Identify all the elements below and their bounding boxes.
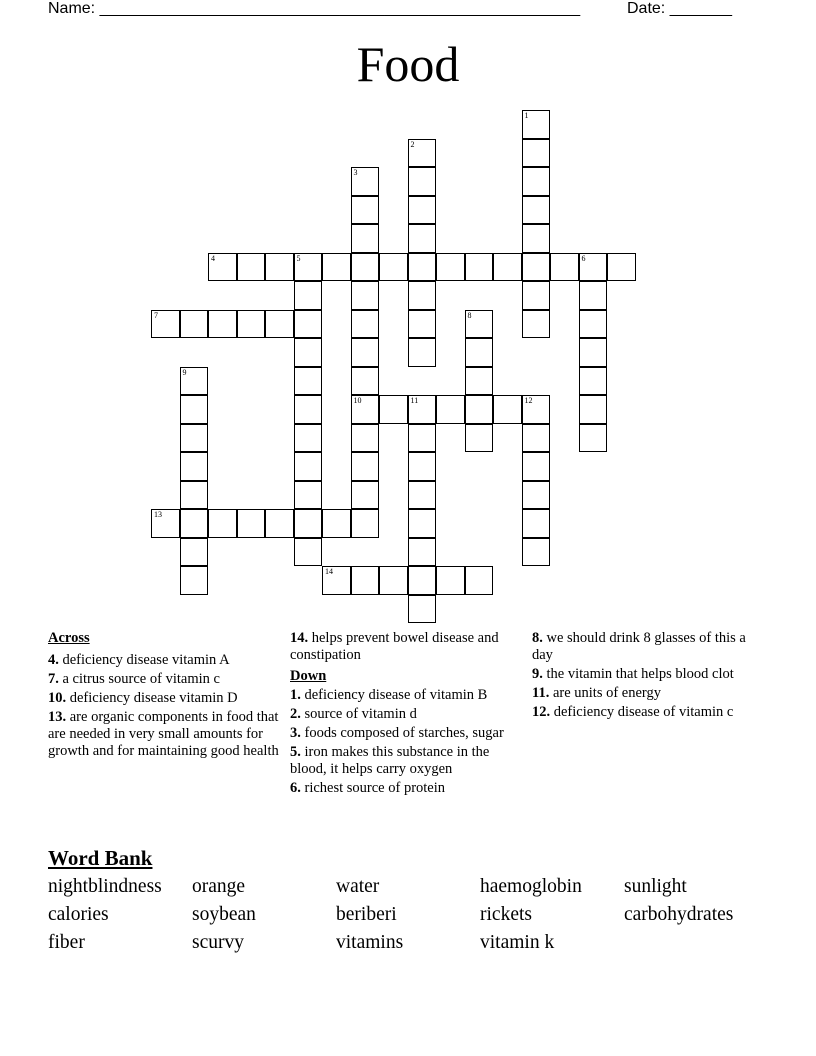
crossword-cell[interactable]	[408, 538, 437, 567]
crossword-cell[interactable]	[408, 310, 437, 339]
down-clue	[532, 666, 764, 683]
word-bank-word: carbohydrates	[624, 904, 734, 925]
crossword-cell[interactable]	[237, 253, 266, 282]
crossword-cell[interactable]	[436, 253, 465, 282]
crossword-cell[interactable]	[208, 310, 237, 339]
crossword-cell[interactable]	[180, 538, 209, 567]
crossword-cell[interactable]	[408, 167, 437, 196]
word-bank-word: soybean	[192, 904, 256, 925]
across-clue	[48, 671, 280, 688]
crossword-cell[interactable]	[436, 566, 465, 595]
crossword-cell[interactable]	[294, 310, 323, 339]
crossword-cell[interactable]	[522, 281, 551, 310]
clue-text: a citrus source of vitamin c	[62, 671, 220, 687]
clue-number-label: 11	[410, 396, 419, 405]
crossword-cell[interactable]	[351, 509, 380, 538]
crossword-cell[interactable]	[351, 338, 380, 367]
clue-number: 14.	[290, 630, 309, 646]
clue-number: 13.	[48, 709, 67, 725]
crossword-cell[interactable]	[180, 566, 209, 595]
word-bank-word: vitamin k	[480, 932, 555, 953]
word-bank-word: beriberi	[336, 904, 397, 925]
clue-column-2	[290, 630, 522, 799]
word-bank-word: rickets	[480, 904, 532, 925]
crossword-cell[interactable]	[579, 424, 608, 453]
clue-number: 4.	[48, 652, 59, 668]
clue-text: source of vitamin d	[304, 706, 417, 722]
clue-number: 6.	[290, 780, 301, 796]
across-clue	[290, 630, 522, 664]
clue-text: deficiency disease vitamin A	[62, 652, 230, 668]
down-clue	[532, 685, 764, 702]
crossword-cell[interactable]	[579, 281, 608, 310]
crossword-cell[interactable]	[522, 253, 551, 282]
crossword-cell[interactable]	[294, 538, 323, 567]
clue-number-label: 5	[296, 253, 301, 263]
crossword-cell[interactable]	[522, 224, 551, 253]
crossword-cell[interactable]	[379, 253, 408, 282]
crossword-cell[interactable]	[465, 338, 494, 367]
clue-number-label: 12	[524, 396, 533, 405]
crossword-cell[interactable]	[351, 253, 380, 282]
clue-number: 8.	[532, 630, 543, 646]
crossword-cell[interactable]	[607, 253, 636, 282]
crossword-cell[interactable]	[408, 196, 437, 225]
crossword-cell[interactable]	[351, 424, 380, 453]
clue-text: richest source of protein	[304, 780, 446, 796]
crossword-cell[interactable]	[408, 566, 437, 595]
clue-number-label: 8	[467, 310, 472, 320]
crossword-cell[interactable]	[351, 395, 380, 424]
crossword-cell[interactable]	[493, 253, 522, 282]
crossword-cell[interactable]	[522, 167, 551, 196]
clue-column-3	[532, 630, 764, 723]
crossword-cell[interactable]	[322, 509, 351, 538]
crossword-cell[interactable]	[465, 253, 494, 282]
crossword-cell[interactable]	[408, 281, 437, 310]
crossword-cell[interactable]	[351, 452, 380, 481]
clue-number-label: 6	[581, 253, 586, 263]
crossword-cell[interactable]	[465, 395, 494, 424]
crossword-cell[interactable]	[180, 424, 209, 453]
clue-number-label: 7	[154, 310, 158, 320]
clue-number: 2.	[290, 706, 301, 722]
crossword-cell[interactable]	[522, 481, 551, 510]
crossword-cell[interactable]	[408, 595, 437, 624]
crossword-cell[interactable]	[294, 509, 323, 538]
crossword-cell[interactable]	[408, 224, 437, 253]
clue-number: 3.	[290, 725, 301, 741]
crossword-cell[interactable]	[180, 452, 209, 481]
crossword-cell[interactable]	[265, 310, 294, 339]
clue-text: are organic components in food that are needed in very small amounts for growth and for maintaining good health	[48, 709, 279, 759]
crossword-cell[interactable]	[465, 310, 494, 339]
crossword-cell[interactable]	[408, 253, 437, 282]
date-field-label: Date: _______	[627, 0, 732, 17]
word-bank-word: water	[336, 876, 380, 897]
crossword-cell[interactable]	[180, 509, 209, 538]
across-heading: Across	[48, 630, 90, 646]
crossword-cell[interactable]	[237, 310, 266, 339]
crossword-cell[interactable]	[351, 310, 380, 339]
down-clue	[532, 704, 764, 721]
across-clue	[48, 652, 280, 669]
across-clue	[48, 709, 280, 760]
clue-number-label: 1	[524, 111, 529, 120]
crossword-cell[interactable]	[151, 310, 180, 339]
clue-number: 5.	[290, 744, 301, 760]
clue-text: iron makes this substance in the blood, it helps carry oxygen	[290, 744, 490, 777]
clue-column-1	[48, 630, 280, 762]
word-bank-word: fiber	[48, 932, 85, 953]
crossword-cell[interactable]	[237, 509, 266, 538]
crossword-cell[interactable]	[208, 253, 237, 282]
clue-number: 9.	[532, 666, 543, 682]
word-bank-word: orange	[192, 876, 246, 897]
crossword-cell[interactable]	[522, 424, 551, 453]
crossword-cell[interactable]	[294, 481, 323, 510]
crossword-cell[interactable]	[522, 310, 551, 339]
crossword-cell[interactable]	[522, 110, 551, 139]
crossword-cell[interactable]	[351, 196, 380, 225]
down-clue	[532, 630, 764, 664]
crossword-cell[interactable]	[522, 395, 551, 424]
crossword-cell[interactable]	[351, 224, 380, 253]
crossword-cell[interactable]	[522, 196, 551, 225]
crossword-cell[interactable]	[180, 367, 209, 396]
crossword-cell[interactable]	[294, 452, 323, 481]
clue-number: 7.	[48, 671, 59, 687]
crossword-cell[interactable]	[465, 566, 494, 595]
crossword-cell[interactable]	[408, 452, 437, 481]
crossword-cell[interactable]	[522, 452, 551, 481]
crossword-cell[interactable]	[208, 509, 237, 538]
crossword-cell[interactable]	[265, 509, 294, 538]
word-bank-title: Word Bank	[48, 846, 153, 870]
clue-number-label: 10	[353, 396, 362, 405]
clue-number-label: 13	[154, 510, 162, 519]
clue-text: foods composed of starches, sugar	[304, 725, 504, 741]
crossword-cell[interactable]	[294, 367, 323, 396]
crossword-cell[interactable]	[579, 395, 608, 424]
crossword-cell[interactable]	[408, 395, 437, 424]
word-bank-word: sunlight	[624, 876, 687, 897]
crossword-cell[interactable]	[436, 395, 465, 424]
crossword-cell[interactable]	[408, 424, 437, 453]
crossword-cell[interactable]	[294, 424, 323, 453]
down-clue	[290, 744, 522, 778]
crossword-cell[interactable]	[408, 338, 437, 367]
down-clue	[290, 725, 522, 742]
crossword-cell[interactable]	[579, 367, 608, 396]
clue-text: we should drink 8 glasses of this a day	[532, 630, 746, 663]
clue-number-label: 4	[211, 253, 215, 263]
crossword-cell[interactable]	[151, 509, 180, 538]
crossword-cell[interactable]	[265, 253, 294, 282]
crossword-cell[interactable]	[322, 566, 351, 595]
crossword-cell[interactable]	[522, 139, 551, 168]
crossword-cell[interactable]	[294, 281, 323, 310]
crossword-cell[interactable]	[465, 424, 494, 453]
clue-number-label: 2	[410, 139, 415, 149]
down-clue	[290, 706, 522, 723]
crossword-cell[interactable]	[322, 253, 351, 282]
crossword-cell[interactable]	[493, 395, 522, 424]
clue-text: helps prevent bowel disease and constipation	[290, 630, 499, 663]
crossword-cell[interactable]	[579, 338, 608, 367]
clue-text: deficiency disease of vitamin B	[304, 687, 488, 703]
word-bank-word: nightblindness	[48, 876, 162, 897]
crossword-cell[interactable]	[180, 310, 209, 339]
crossword-cell[interactable]	[408, 139, 437, 168]
clue-number-label: 9	[182, 367, 187, 377]
clue-number-label: 14	[325, 567, 333, 576]
down-clue	[290, 687, 522, 704]
clue-number-label: 3	[353, 168, 358, 177]
clue-text: the vitamin that helps blood clot	[546, 666, 734, 682]
name-field-label: Name: ______________________________________________________	[48, 0, 581, 17]
crossword-cell[interactable]	[550, 253, 579, 282]
crossword-cell[interactable]	[351, 566, 380, 595]
clue-number: 11.	[532, 685, 550, 701]
clue-number: 1.	[290, 687, 301, 703]
crossword-cell[interactable]	[379, 395, 408, 424]
across-clue	[48, 690, 280, 707]
clue-number: 10.	[48, 690, 67, 706]
word-bank-word: haemoglobin	[480, 876, 582, 897]
down-clue	[290, 780, 522, 797]
word-bank-word: vitamins	[336, 932, 404, 953]
crossword-cell[interactable]	[379, 566, 408, 595]
crossword-cell[interactable]	[351, 167, 380, 196]
crossword-cell[interactable]	[579, 253, 608, 282]
crossword-cell[interactable]	[351, 367, 380, 396]
crossword-cell[interactable]	[294, 395, 323, 424]
down-heading: Down	[290, 668, 327, 684]
crossword-cell[interactable]	[294, 338, 323, 367]
clue-text: are units of energy	[552, 685, 661, 701]
crossword-cell[interactable]	[294, 253, 323, 282]
clue-number: 12.	[532, 704, 551, 720]
crossword-cell[interactable]	[579, 310, 608, 339]
crossword-cell[interactable]	[180, 481, 209, 510]
crossword-cell[interactable]	[522, 509, 551, 538]
crossword-cell[interactable]	[522, 538, 551, 567]
word-bank-word: scurvy	[192, 932, 244, 953]
crossword-cell[interactable]	[351, 281, 380, 310]
clue-text: deficiency disease vitamin D	[69, 690, 238, 706]
crossword-cell[interactable]	[465, 367, 494, 396]
page-title: Food	[356, 36, 460, 92]
word-bank-word: calories	[48, 904, 109, 925]
clue-text: deficiency disease of vitamin c	[553, 704, 734, 720]
crossword-cell[interactable]	[180, 395, 209, 424]
crossword-cell[interactable]	[408, 481, 437, 510]
crossword-cell[interactable]	[351, 481, 380, 510]
crossword-cell[interactable]	[408, 509, 437, 538]
